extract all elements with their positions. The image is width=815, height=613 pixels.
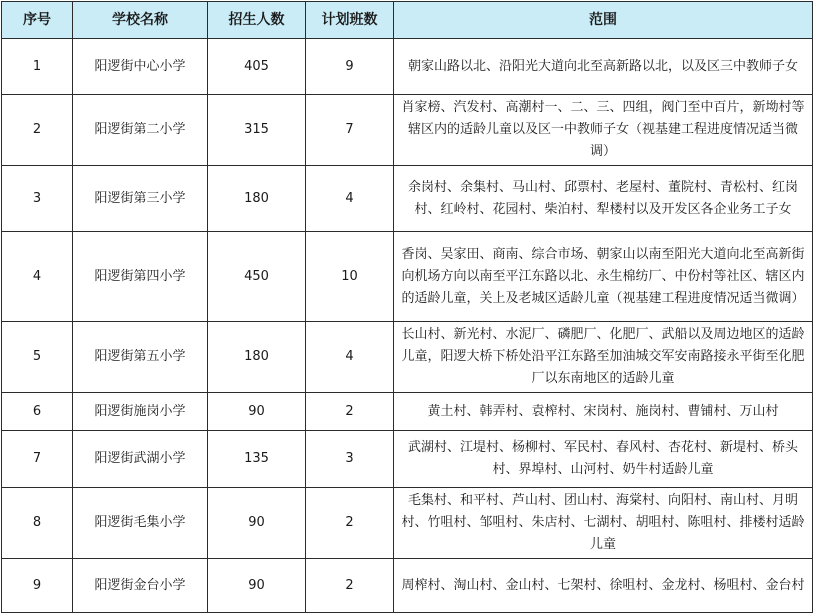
table-row [2,166,813,232]
header-school-name: 学校名称 [73,2,208,39]
cell-planned-classes: 10 [306,232,394,322]
cell-planned-classes: 2 [306,559,394,613]
table-row [2,559,813,613]
header-planned-classes: 计划班数 [306,2,394,39]
cell-school-name: 阳逻街中心小学 [73,39,208,95]
cell-planned-classes: 2 [306,488,394,559]
cell-range: 黄土村、韩弄村、袁榨村、宋岗村、施岗村、曹铺村、万山村 [394,393,813,431]
cell-planned-classes: 9 [306,39,394,95]
header-range: 范围 [394,2,813,39]
cell-range: 朝家山路以北、沿阳光大道向北至高新路以北，以及区三中教师子女 [394,39,813,95]
cell-enrollment: 315 [208,95,306,166]
cell-planned-classes: 2 [306,393,394,431]
cell-serial: 3 [2,166,73,232]
table-row [2,232,813,322]
cell-serial: 8 [2,488,73,559]
cell-range: 肖家榜、汽发村、高潮村一、二、三、四组，阀门至中百片，新坳村等辖区内的适龄儿童以及区一中教师子女（视基建工程进度情况适当微调） [394,95,813,166]
cell-enrollment: 405 [208,39,306,95]
cell-planned-classes: 4 [306,322,394,393]
cell-enrollment: 180 [208,166,306,232]
cell-enrollment: 90 [208,559,306,613]
cell-enrollment: 135 [208,431,306,488]
cell-school-name: 阳逻街第四小学 [73,232,208,322]
cell-enrollment: 90 [208,488,306,559]
cell-serial: 7 [2,431,73,488]
cell-school-name: 阳逻街第三小学 [73,166,208,232]
table-row [2,431,813,488]
cell-serial: 9 [2,559,73,613]
cell-range: 毛集村、和平村、芦山村、团山村、海棠村、向阳村、南山村、月明村、竹咀村、邹咀村、朱店村、七湖村、胡咀村、陈咀村、排楼村适龄儿童 [394,488,813,559]
table-row [2,39,813,95]
cell-school-name: 阳逻街施岗小学 [73,393,208,431]
cell-school-name: 阳逻街第五小学 [73,322,208,393]
cell-planned-classes: 4 [306,166,394,232]
cell-serial: 5 [2,322,73,393]
enrollment-table [1,1,813,613]
header-row [2,2,813,39]
table-row [2,488,813,559]
cell-school-name: 阳逻街金台小学 [73,559,208,613]
cell-serial: 4 [2,232,73,322]
header-serial: 序号 [2,2,73,39]
cell-range: 香岗、吴家田、商南、综合市场、朝家山以南至阳光大道向北至高新街向机场方向以南至平江东路以北、永生棉纺厂、中份村等社区、辖区内的适龄儿童，关上及老城区适龄儿童（视基建工程进度情况适当微调） [394,232,813,322]
table-row [2,95,813,166]
cell-serial: 6 [2,393,73,431]
table-row [2,322,813,393]
cell-range: 余岗村、余集村、马山村、邱票村、老屋村、董院村、青松村、红岗村、红岭村、花园村、柴泊村、犁楼村以及开发区各企业务工子女 [394,166,813,232]
cell-enrollment: 90 [208,393,306,431]
cell-range: 长山村、新光村、水泥厂、磷肥厂、化肥厂、武船以及周边地区的适龄儿童，阳逻大桥下桥处沿平江东路至加油城交军安南路接永平街至化肥厂以东南地区的适龄儿童 [394,322,813,393]
cell-planned-classes: 3 [306,431,394,488]
cell-school-name: 阳逻街第二小学 [73,95,208,166]
header-enrollment: 招生人数 [208,2,306,39]
cell-school-name: 阳逻街武湖小学 [73,431,208,488]
cell-planned-classes: 7 [306,95,394,166]
cell-range: 周榨村、淘山村、金山村、七架村、徐咀村、金龙村、杨咀村、金台村 [394,559,813,613]
cell-range: 武湖村、江堤村、杨柳村、军民村、春风村、杏花村、新堤村、桥头村、界埠村、山河村、奶牛村适龄儿童 [394,431,813,488]
table-row [2,393,813,431]
cell-serial: 2 [2,95,73,166]
cell-school-name: 阳逻街毛集小学 [73,488,208,559]
cell-enrollment: 450 [208,232,306,322]
cell-enrollment: 180 [208,322,306,393]
cell-serial: 1 [2,39,73,95]
